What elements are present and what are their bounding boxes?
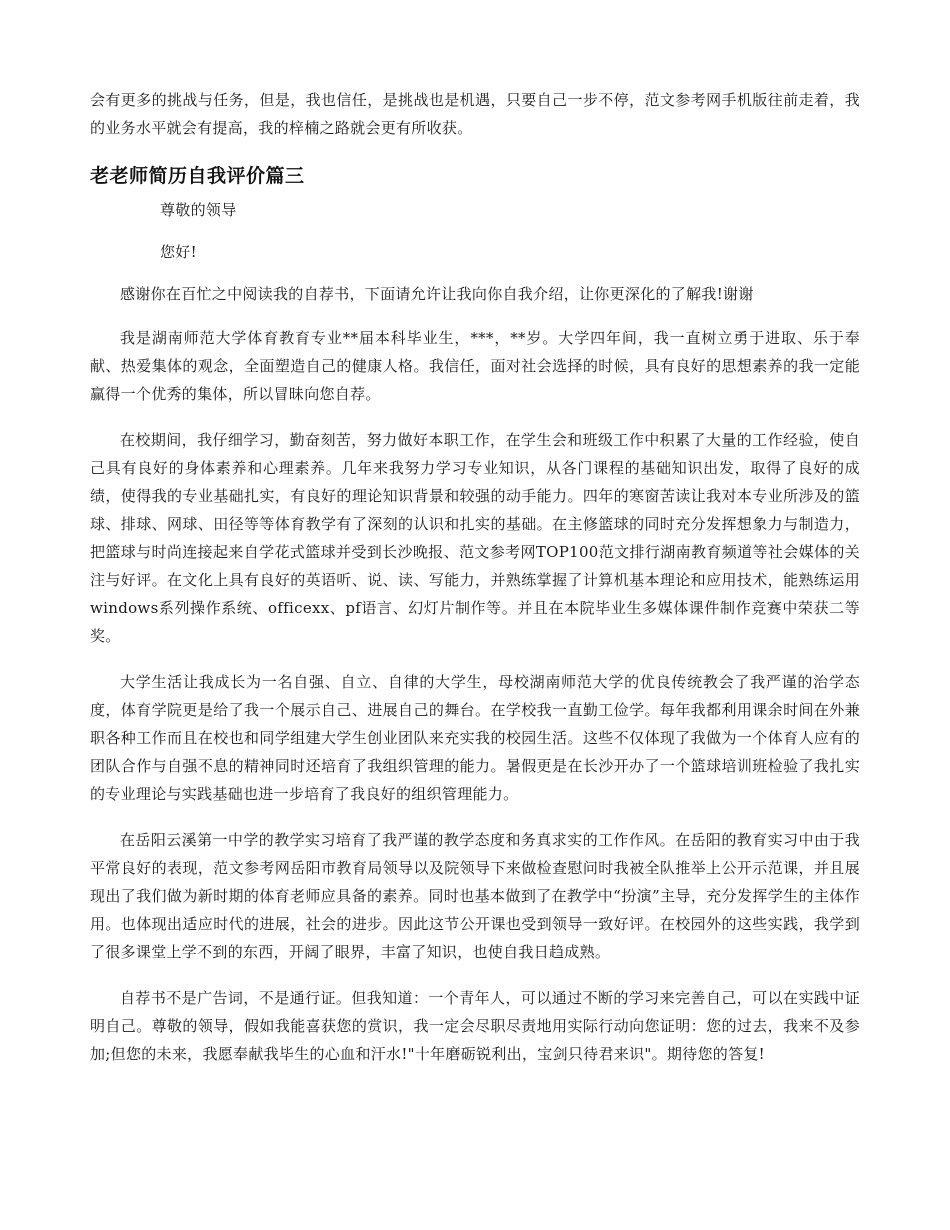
body-paragraph-closing: 自荐书不是广告词，不是通行证。但我知道：一个青年人，可以通过不断的学习来完善自己，可以在实践中证明自己。尊敬的领导，假如我能喜获您的赏识，我一定会尽职尽责地用实际行动向您证明：您的过去，我来不及参加;但您的未来，我愿奉献我毕生的心血和汗水!"十年磨砺锐利出，宝剑只待君来识"。期待您的答复! xyxy=(90,989,860,1063)
body-paragraph-college-life: 大学生活让我成长为一名自强、自立、自律的大学生，母校湖南师范大学的优良传统教会了我严谨的治学态度，体育学院更是给了我一个展示自己、进展自己的舞台。在学校我一直勤工俭学。每年我都利用课余时间在外兼职各种工作而且在校也和同学组建大学生创业团队来充实我的校园生活。这些不仅体现了我做为一个体育人应有的团队合作与自强不息的精神同时还培育了我组织管理的能力。暑假更是在长沙开办了一个篮球培训班检验了我扎实的专业理论与实践基础也进一步培育了我良好的组织管理能力。 xyxy=(90,673,860,803)
greeting: 您好! xyxy=(160,243,197,261)
body-paragraph-introduction: 我是湖南师范大学体育教育专业**届本科毕业生，***，**岁。大学四年间，我一直树立勇于进取、乐于奉献、热爱集体的观念，全面塑造自己的健康人格。我信任，面对社会选择的时候，具有良好的思想素养的我一定能赢得一个优秀的集体，所以冒昧向您自荐。 xyxy=(90,329,860,403)
body-paragraph-internship: 在岳阳云溪第一中学的教学实习培育了我严谨的教学态度和务真求实的工作作风。在岳阳的教育实习中由于我平常良好的表现，范文参考网岳阳市教育局领导以及院领导下来做检查慰问时我被全队推举上公开示范课，并且展现出了我们做为新时期的体育老师应具备的素养。同时也基本做到了在教学中“扮演”主导，充分发挥学生的主体作用。也体现出适应时代的进展，社会的进步。因此这节公开课也受到领导一致好评。在校园外的这些实践，我学到了很多课堂上学不到的东西，开阔了眼界，丰富了知识，也使自我日趋成熟。 xyxy=(90,831,860,961)
body-paragraph-school-period: 在校期间，我仔细学习，勤奋刻苦，努力做好本职工作，在学生会和班级工作中积累了大量的工作经验，使自己具有良好的身体素养和心理素养。几年来我努力学习专业知识，从各门课程的基础知识出发，取得了良好的成绩，使得我的专业基础扎实，有良好的理论知识背景和较强的动手能力。四年的寒窗苦读让我对本专业所涉及的篮球、排球、网球、田径等等体育教学有了深刻的认识和扎实的基础。在主修篮球的同时充分发挥想象力与制造力，把篮球与时尚连接起来自学花式篮球并受到长沙晚报、范文参考网TOP100范文排行湖南教育频道等社会媒体的关注与好评。在文化上具有良好的英语听、说、读、写能力，并熟练掌握了计算机基本理论和应用技术，能熟练运用windows系列操作系统、officexx、pf语言、幻灯片制作等。并且在本院毕业生多媒体课件制作竞赛中荣获二等奖。 xyxy=(90,431,860,645)
intro-tail-paragraph: 会有更多的挑战与任务，但是，我也信任，是挑战也是机遇，只要自己一步不停，范文参考网手机版往前走着，我的业务水平就会有提高，我的梓楠之路就会更有所收获。 xyxy=(90,91,860,137)
salutation: 尊敬的领导 xyxy=(160,201,237,219)
body-paragraph-thanks: 感谢你在百忙之中阅读我的自荐书，下面请允许让我向你自我介绍，让你更深化的了解我!谢谢 xyxy=(120,285,754,303)
section-title: 老老师简历自我评价篇三 xyxy=(90,165,305,187)
document-page xyxy=(90,86,860,1068)
